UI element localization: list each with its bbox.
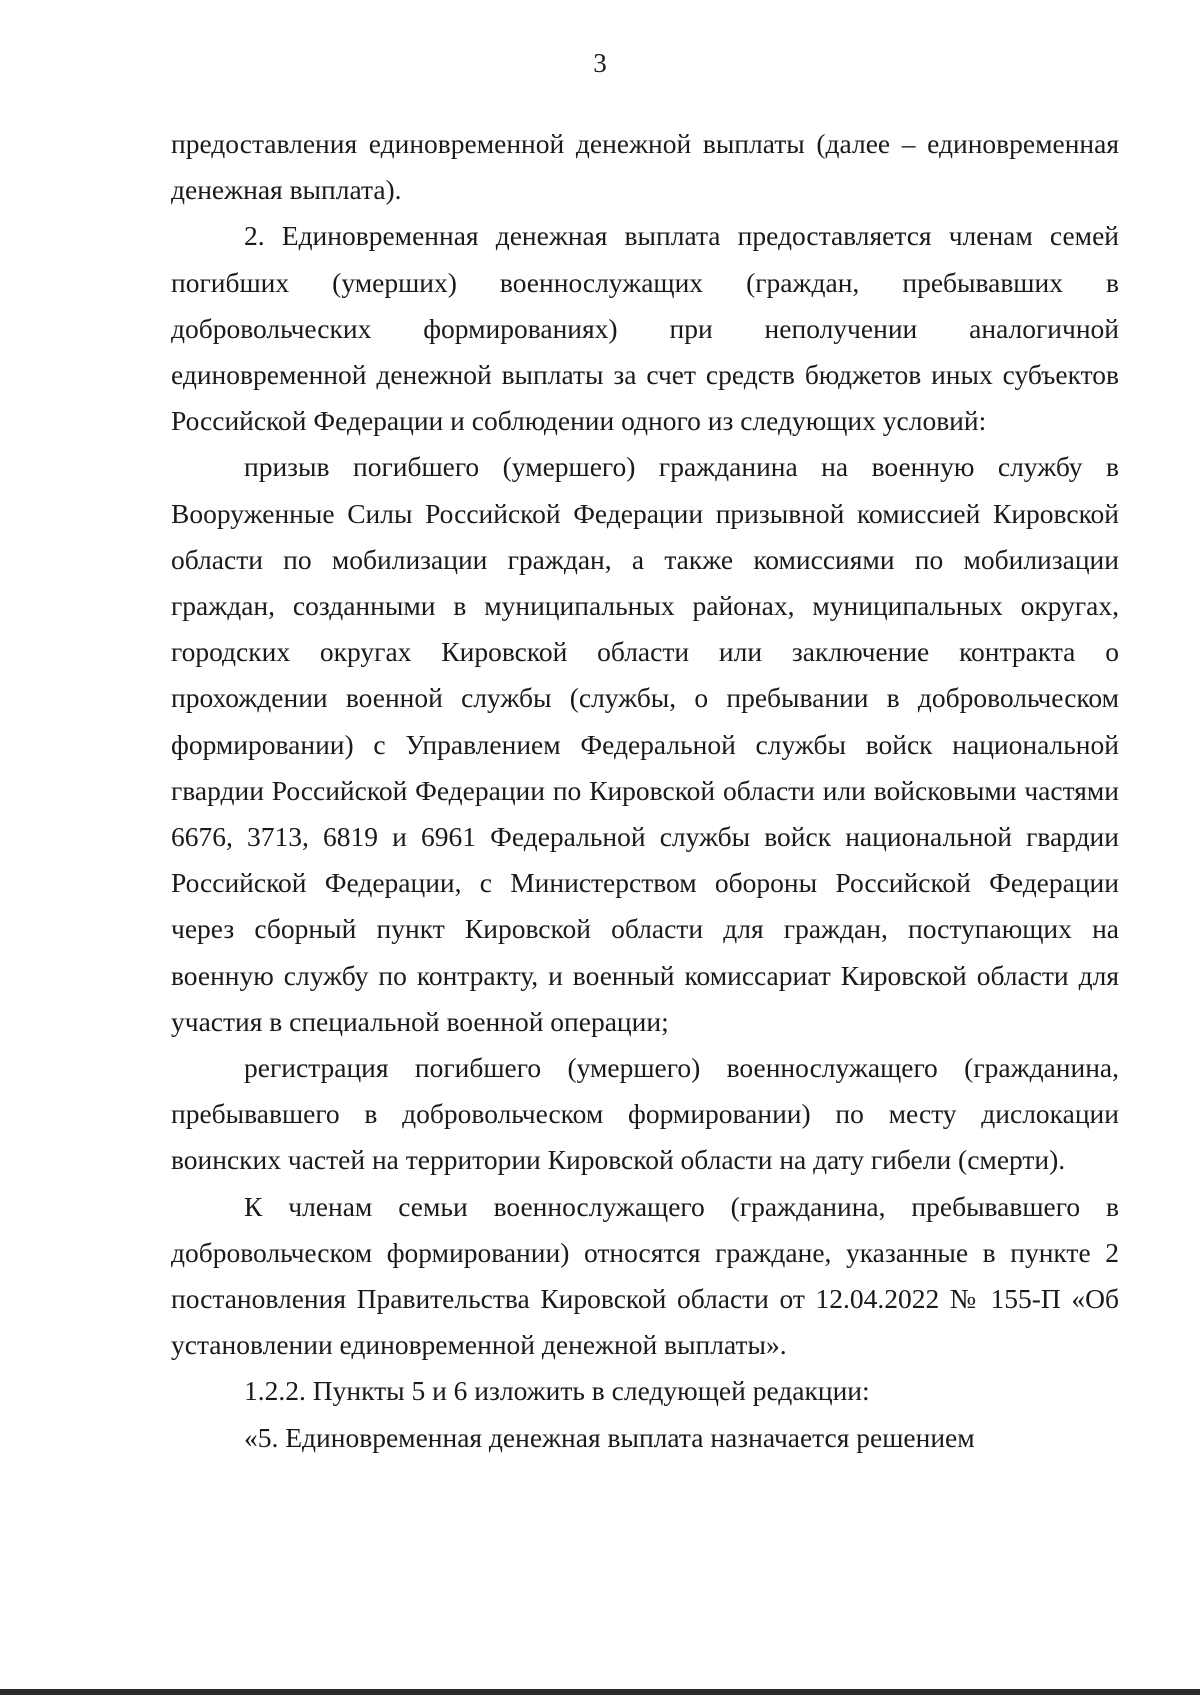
paragraph-item-5: «5. Единовременная денежная выплата назначается решением	[244, 1421, 975, 1453]
document-body	[171, 121, 1119, 1461]
paragraph-family-members: К членам семьи военнослужащего (гражданина, пребывавшего в добровольческом формировании) относятся граждане, указанные в пункте 2 постановления Правительства Кировской области от 12.04.2022 № 155-П «Об установлении единовременной денежной выплаты».	[171, 1190, 1119, 1361]
paragraph-intro: предоставления единовременной денежной выплаты (далее – единовременная денежная выплата).	[171, 128, 1119, 206]
paragraph-item-1-2-2: 1.2.2. Пункты 5 и 6 изложить в следующей редакции:	[244, 1375, 870, 1407]
paragraph-item-2: 2. Единовременная денежная выплата предоставляется членам семей погибших (умерших) военнослужащих (граждан, пребывавших в добровольческих формированиях) при неполучении аналогичной единовременной денежной выплаты за счет средств бюджетов иных субъектов Российской Федерации и соблюдении одного из следующих условий:	[171, 220, 1119, 437]
page-number: 3	[593, 48, 607, 78]
paragraph-condition-registration: регистрация погибшего (умершего) военнослужащего (гражданина, пребывавшего в добровольческом формировании) по месту дислокации воинских частей на территории Кировской области на дату гибели (смерти).	[171, 1052, 1119, 1176]
scan-bottom-edge	[0, 1689, 1200, 1695]
paragraph-condition-conscription: призыв погибшего (умершего) гражданина на военную службу в Вооруженные Силы Российской Федерации призывной комиссией Кировской области по мобилизации граждан, а также комиссиями по мобилизации граждан, созданными в муниципальных районах, муниципальных округах, городских округах Кировской области или заключение контракта о прохождении военной службы (службы, о пребывании в добровольческом формировании) с Управлением Федеральной службы войск национальной гвардии Российской Федерации по Кировской области или войсковыми частями 6676, 3713, 6819 и 6961 Федеральной службы войск национальной гвардии Российской Федерации, с Министерством обороны Российской Федерации через сборный пункт Кировской области для граждан, поступающих на военную службу по контракту, и военный комиссариат Кировской области для участия в специальной военной операции;	[171, 451, 1119, 1037]
